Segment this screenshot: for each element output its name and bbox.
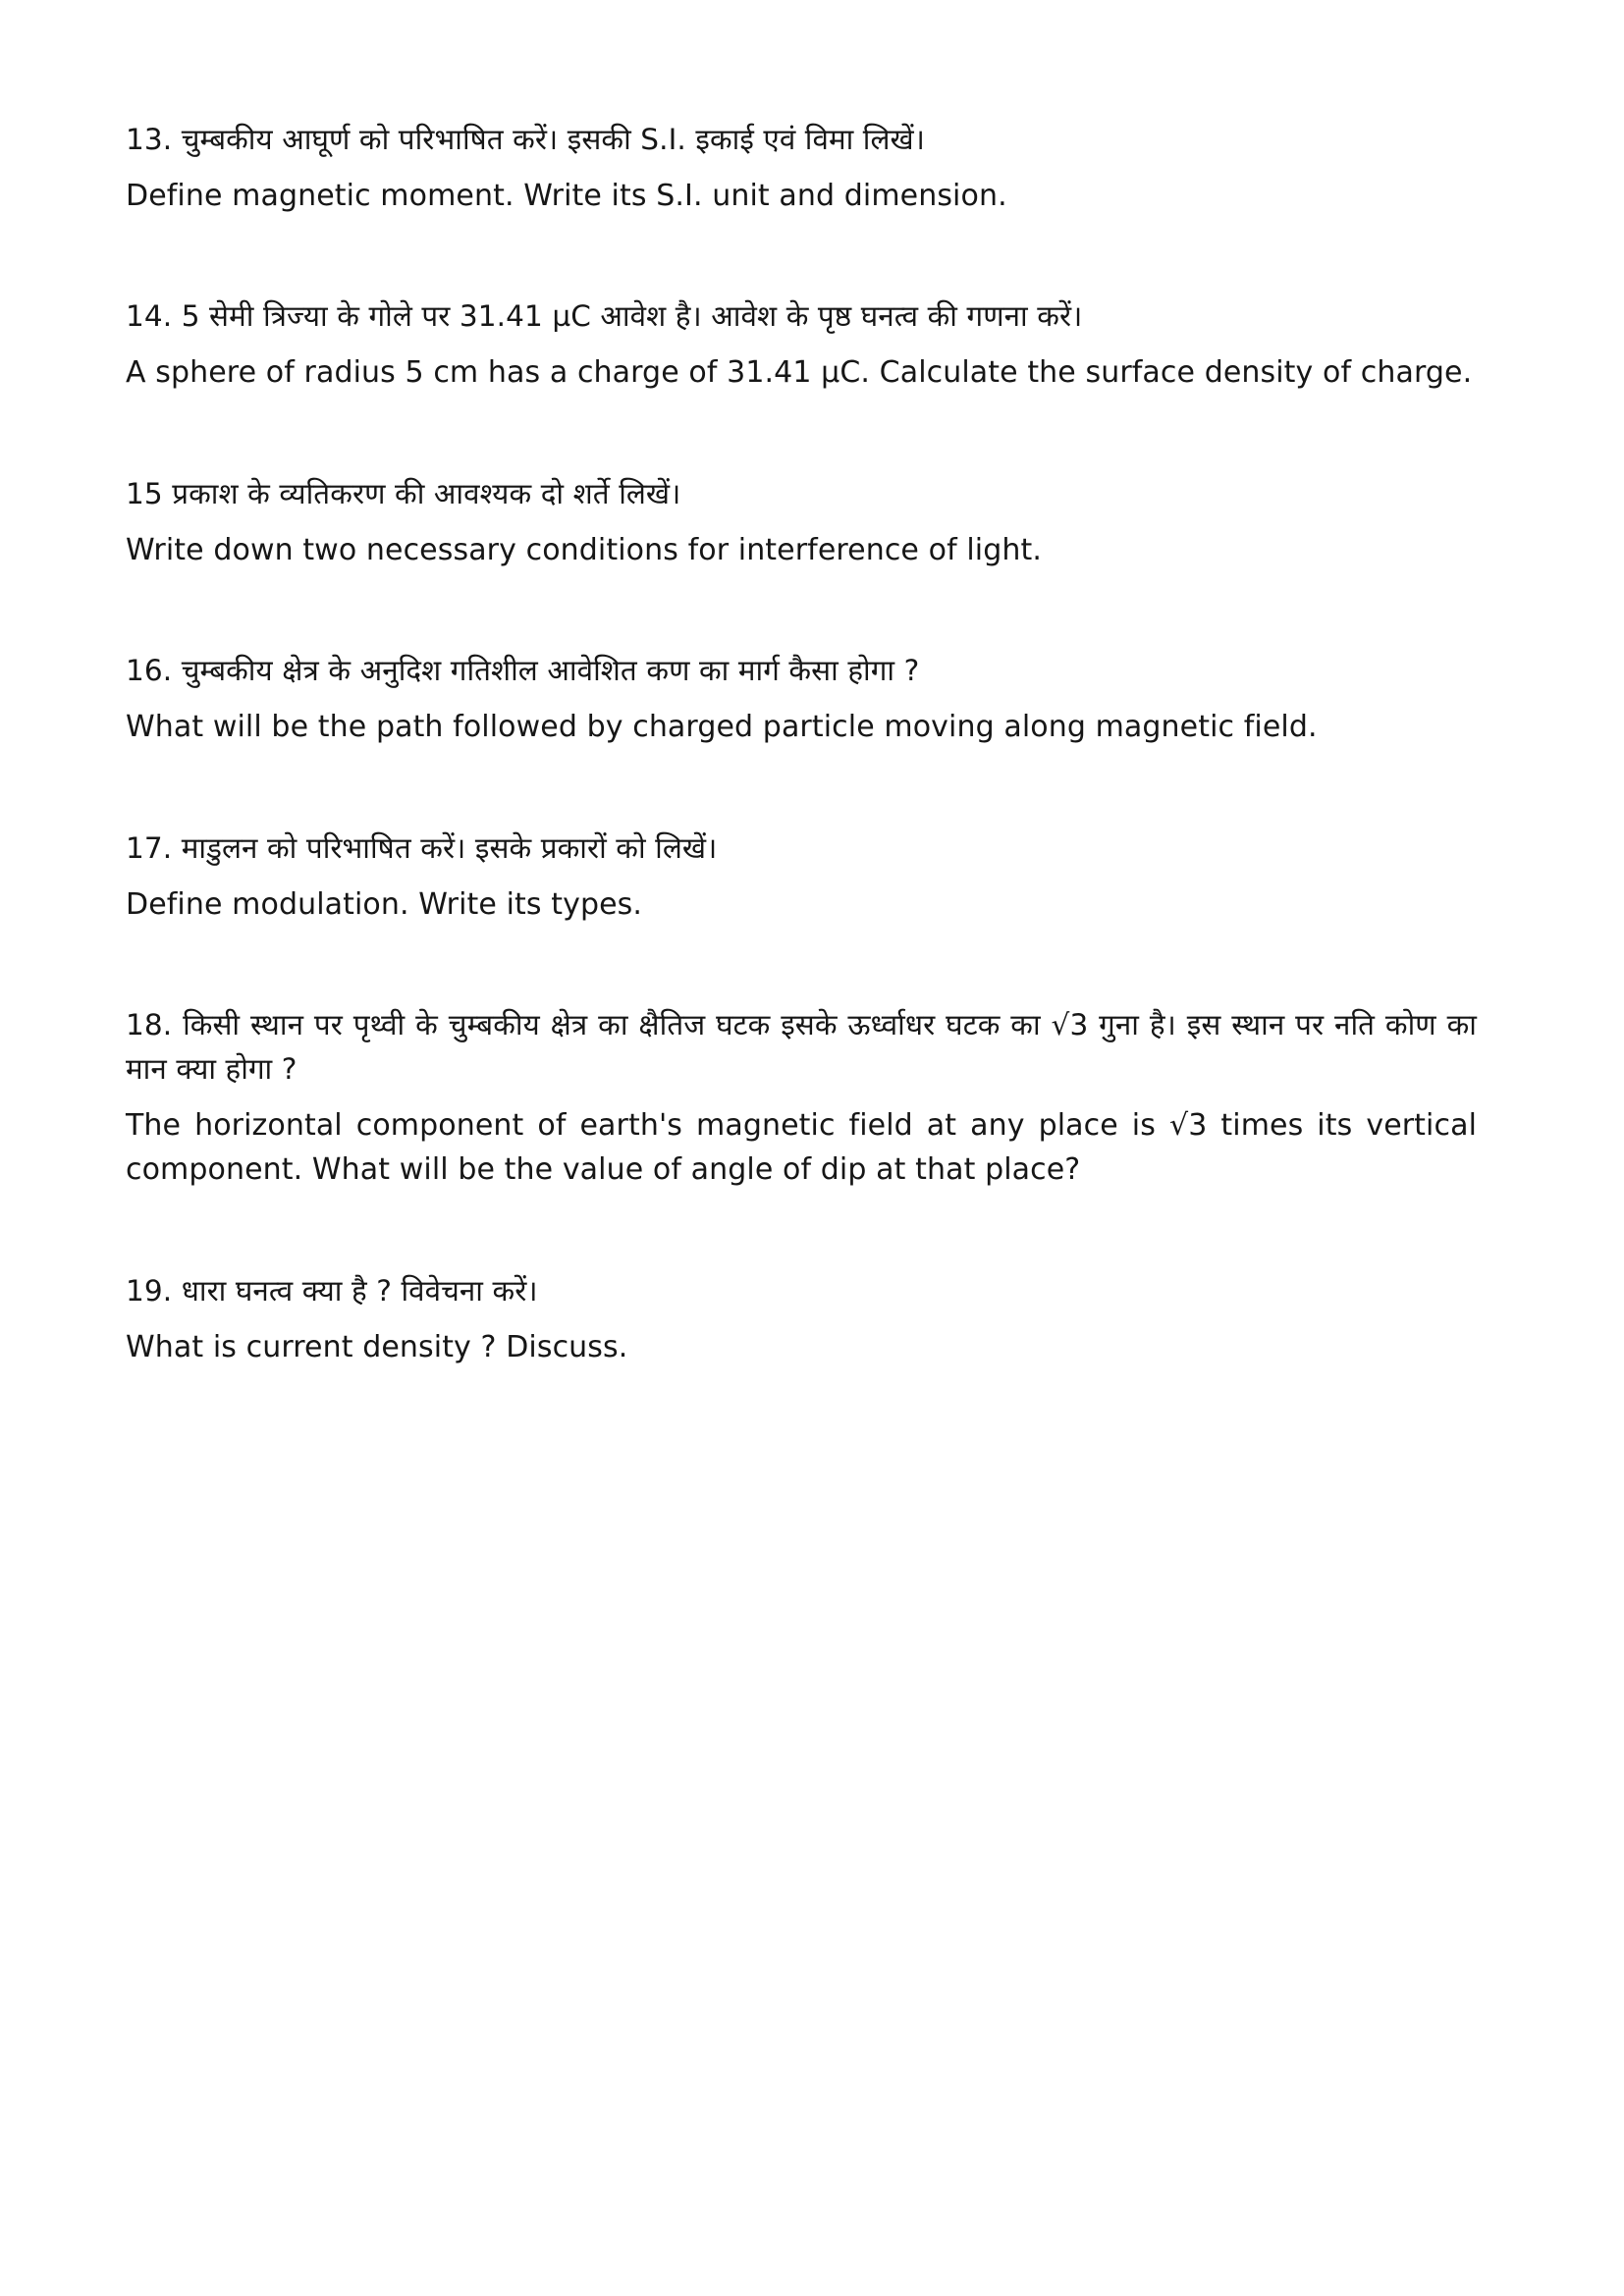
question-text-english: What is current density ? Discuss.	[126, 1329, 628, 1364]
question-text-english: Write down two necessary conditions for interference of light.	[126, 532, 1042, 567]
question-block-15	[126, 472, 1477, 572]
question-text-hindi: 18. किसी स्थान पर पृथ्वी के चुम्बकीय क्षेत्र का क्षैतिज घटक इसके ऊर्ध्वाधर घटक का √3 गुना है। इस स्थान पर नति कोण का मान क्या होगा ?	[126, 1008, 1477, 1086]
question-text-hindi: 19. धारा घनत्व क्या है ? विवेचना करें।	[126, 1273, 538, 1308]
question-text-hindi: 13. चुम्बकीय आघूर्ण को परिभाषित करें। इसकी S.I. इकाई एवं विमा लिखें।	[126, 123, 926, 156]
question-text-english: Define magnetic moment. Write its S.I. unit and dimension.	[126, 178, 1007, 213]
question-block-13	[126, 118, 1477, 218]
question-block-17	[126, 827, 1477, 927]
question-block-19	[126, 1269, 1477, 1369]
question-block-14	[126, 294, 1477, 395]
question-text-english: What will be the path followed by charged particle moving along magnetic field.	[126, 710, 1318, 745]
question-text-hindi: 17. माडुलन को परिभाषित करें। इसके प्रकारों को लिखें।	[126, 830, 718, 865]
question-text-hindi: 15 प्रकाश के व्यतिकरण की आवश्यक दो शर्ते लिखें।	[126, 476, 681, 510]
question-text-english: The horizontal component of earth's magnetic field at any place is √3 times its vertical component. What will be the value of angle of dip at that place?	[126, 1107, 1477, 1188]
question-text-english: A sphere of radius 5 cm has a charge of 31.41 µC. Calculate the surface density of charge.	[126, 355, 1473, 391]
question-block-16	[126, 649, 1477, 749]
question-text-hindi: 14. 5 सेमी त्रिज्या के गोले पर 31.41 µC आवेश है। आवेश के पृष्ठ घनत्व की गणना करें।	[126, 299, 1083, 334]
question-text-english: Define modulation. Write its types.	[126, 886, 643, 922]
question-block-18	[126, 1003, 1477, 1193]
question-text-hindi: 16. चुम्बकीय क्षेत्र के अनुदिश गतिशील आवेशित कण का मार्ग कैसा होगा ?	[126, 654, 920, 688]
